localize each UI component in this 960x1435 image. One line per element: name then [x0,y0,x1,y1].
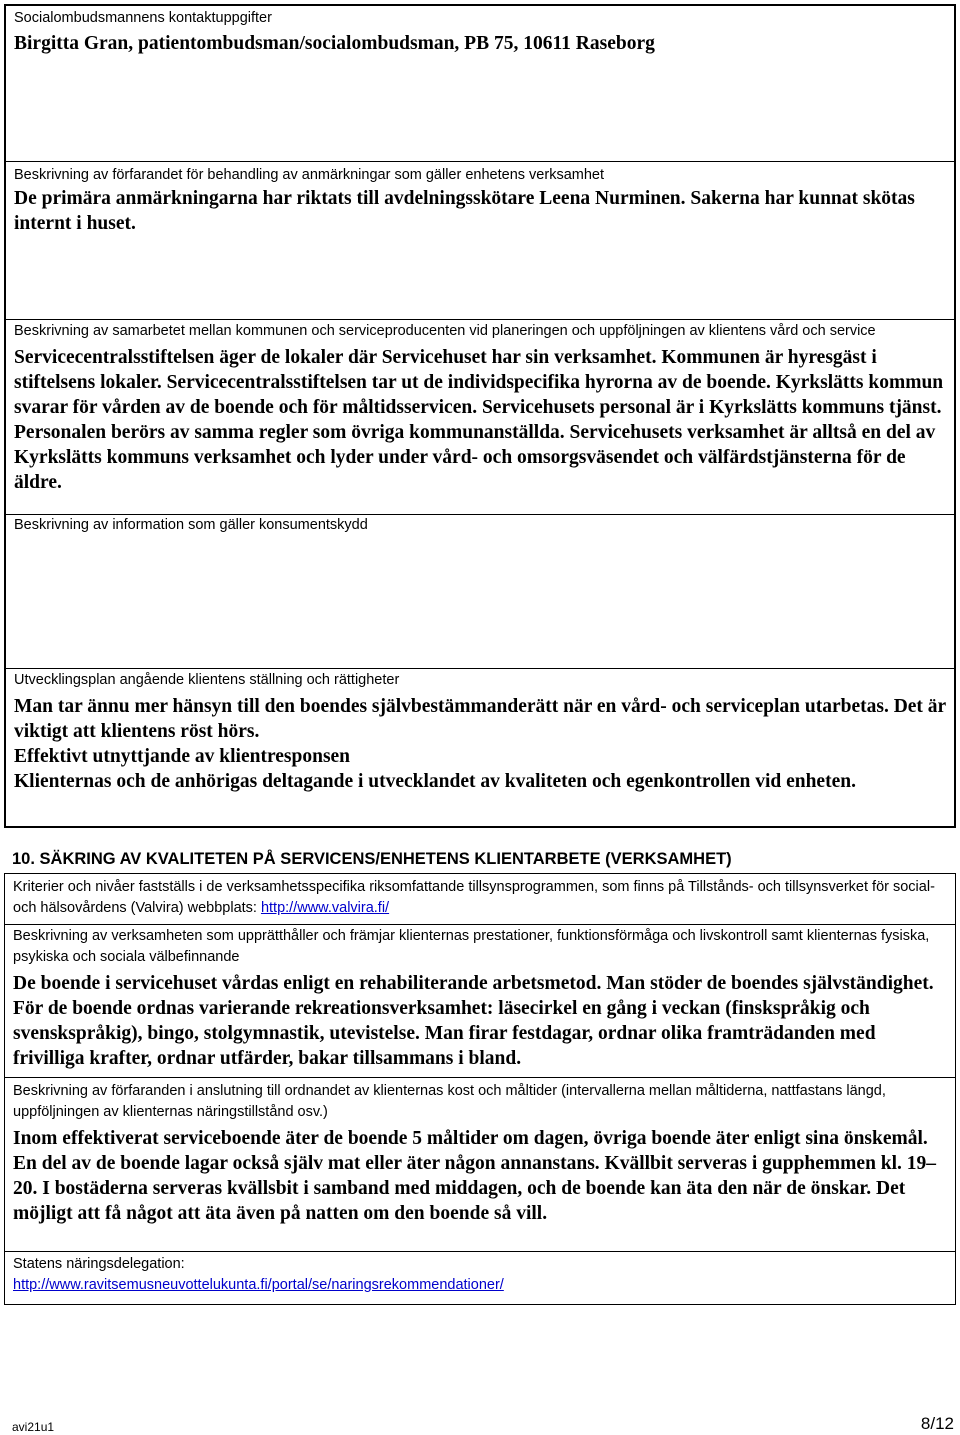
divider [5,924,955,925]
criteria-description: Kriterier och nivåer fastställs i de verksamhetsspecifika riksomfattande tillsynsprogrammen, som finns på Tillstånds- och tillsynsverket för social- och hälsovårdens (Valvira) webbplats: [13,879,935,916]
remarks-label: Beskrivning av förfarandet för behandling av anmärkningar som gäller enhetens verksamhet [14,167,604,183]
activity-cell [5,926,955,1071]
cooperation-text: Servicecentralsstiftelsen äger de lokaler där Servicehuset har sin verksamhet. Kommunen är hyresgäst i stiftelsens lokaler. Servicecentralsstiftelsen tar ut de individspecifika hyrorna av de boende. Kyrkslätts kommun svarar för vården av de boende och för måltidsservicen. Servicehusets personal är i Kyrkslätts kommuns tjänst. Personalen berörs av samma regler som övriga kommunanställda. Servicehusets verksamhet är alltså en del av Kyrkslätts kommuns verksamhet och lyder under vård- och omsorgsväsendet och välfärdstjänsterna för de äldre. [14,347,944,493]
remarks-text: De primära anmärkningarna har riktats till avdelningsskötare Leena Nurminen. Sakerna har kunnat skötas internt i huset. [14,188,915,234]
remarks-cell [6,165,954,236]
activity-text: De boende i servicehuset vårdas enligt en rehabiliterande arbetsmetod. Man stöder de boendes självständighet. För de boende ordnas varierande rekreationsverksamhet: läsecirkel en gång i veckan (finskspråkig och svenskspråkig), bingo, stolgymnastik, utevistelse. Man firar festdagar, ordnar olika framträdanden med frivilliga krafter, ordnar utfärder, bakar tillsammans i bland. [13,973,934,1069]
form-box-quality [4,873,956,1305]
form-box-client-rights [4,4,956,828]
consumer-label: Beskrivning av information som gäller konsumentskydd [14,517,368,533]
activity-label: Beskrivning av verksamheten som upprätthåller och främjar klienternas prestationer, funktionsförmåga och livskontroll samt klienternas fysiska, psykiska och sociala välbefinnande [13,928,930,965]
divider [5,1251,955,1252]
development-text-3: Klienternas och de anhörigas deltagande i utvecklandet av kvaliteten och egenkontrollen vid enheten. [14,771,856,792]
form-code: avi21u1 [12,1420,55,1434]
contact-cell [6,8,954,56]
development-cell [6,670,954,794]
divider [6,319,954,320]
valvira-link[interactable]: http://www.valvira.fi/ [260,900,390,916]
cooperation-label: Beskrivning av samarbetet mellan kommunen och serviceproducenten vid planeringen och uppföljningen av klientens vård och service [14,323,876,339]
nutrition-cell [5,1254,955,1296]
section-heading: 10. SÄKRING AV KVALITETEN PÅ SERVICENS/ENHETENS KLIENTARBETE (VERKSAMHET) [12,850,732,868]
meals-cell [5,1081,955,1226]
meals-label: Beskrivning av förfaranden i anslutning till ordnandet av klienternas kost och måltider (intervallerna mellan måltiderna, nattfastans längd, uppföljningen av klienternas näringstillstånd osv.) [13,1083,886,1120]
contact-label: Socialombudsmannens kontaktuppgifter [14,10,272,26]
consumer-cell [6,515,954,536]
criteria-cell [5,877,955,919]
contact-value: Birgitta Gran, patientombudsman/socialombudsman, PB 75, 10611 Raseborg [14,33,655,54]
divider [6,161,954,162]
development-text-2: Effektivt utnyttjande av klientresponsen [14,746,351,767]
criteria-text [13,877,947,919]
meals-text: Inom effektiverat serviceboende äter de boende 5 måltider om dagen, övriga boende äter enligt sina önskemål. En del av de boende lagar också själv mat eller äter någon annanstans. Kvällbit serveras i gupphemmen kl. 19–20. I bostäderna serveras kvällsbit i samband med middagen, och de boende kan äta den när de önskar. Det möjligt att få något att äta även på natten om den boende så vill. [13,1128,937,1224]
cooperation-cell [6,321,954,495]
divider [5,1077,955,1078]
development-text-1: Man tar ännu mer hänsyn till den boendes självbestämmanderätt när en vård- och serviceplan utarbetas. Det är viktigt att klientens röst hörs. [14,696,946,742]
nutrition-label: Statens näringsdelegation: [13,1256,185,1272]
page-number: 8/12 [920,1414,954,1433]
development-label: Utvecklingsplan angående klientens ställning och rättigheter [14,672,400,688]
nutrition-link[interactable]: http://www.ravitsemusneuvottelukunta.fi/portal/se/naringsrekommendationer/ [13,1277,504,1293]
divider [6,668,954,669]
